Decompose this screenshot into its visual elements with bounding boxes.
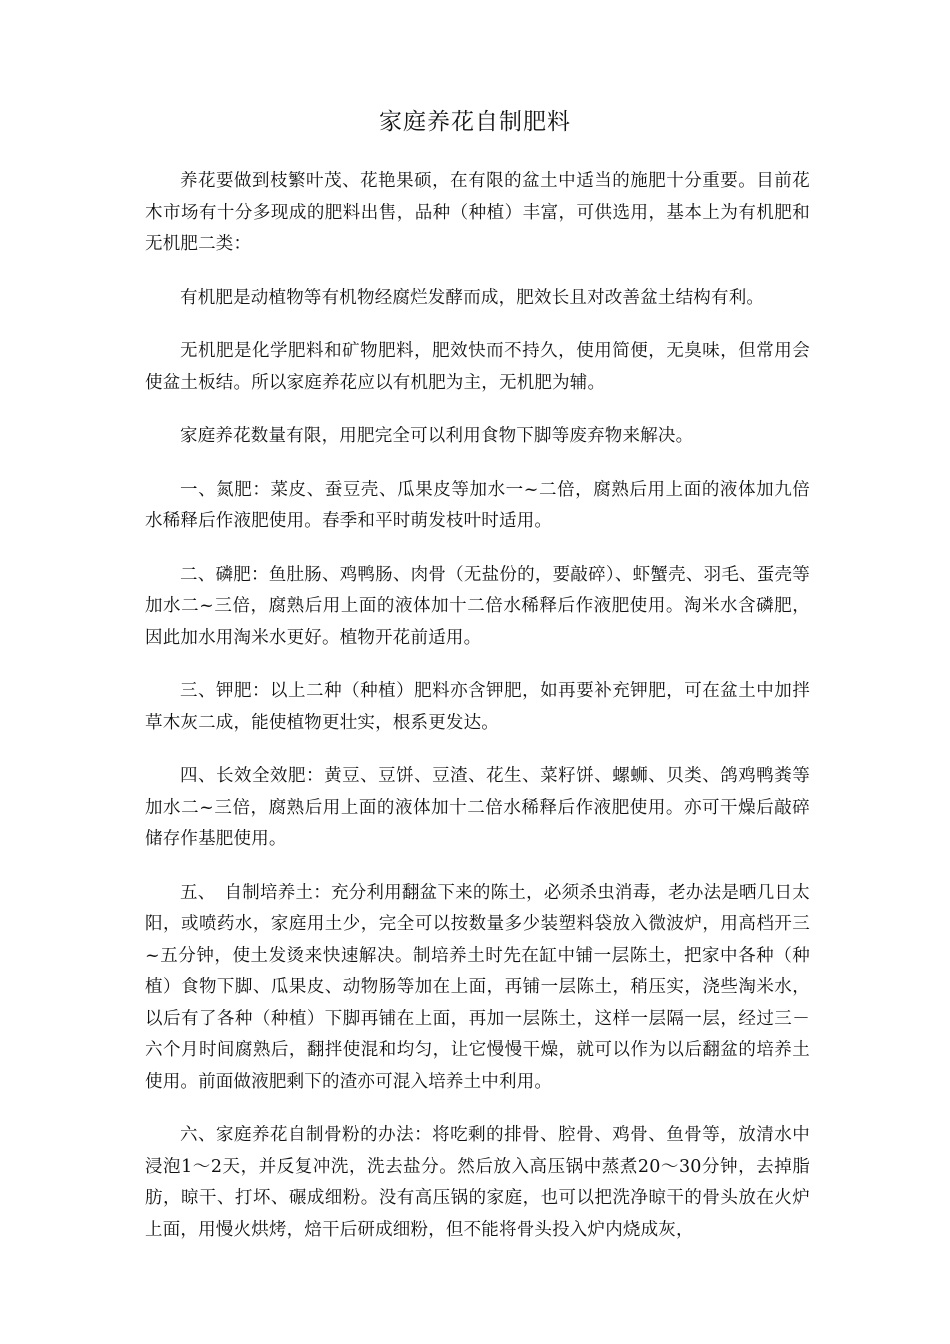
paragraph-inorganic-fertilizer: 无机肥是化学肥料和矿物肥料，肥效快而不持久，使用简便，无臭味，但常用会使盆土板结。所以家庭养花应以有机肥为主，无机肥为辅。	[145, 341, 810, 393]
document-body	[145, 166, 810, 1268]
paragraph-long-acting: 四、长效全效肥：黄豆、豆饼、豆渣、花生、菜籽饼、螺蛳、贝类、鸽鸡鸭粪等加水二~三倍，腐熟后用上面的液体加十二倍水稀释后作液肥使用。亦可干燥后敲碎储存作基肥使用。	[145, 766, 810, 849]
paragraph-phosphorus: 二、磷肥：鱼肚肠、鸡鸭肠、肉骨（无盐份的，要敲碎）、虾蟹壳、羽毛、蛋壳等加水二~三倍，腐熟后用上面的液体加十二倍水稀释后作液肥使用。淘米水含磷肥，因此加水用淘米水更好。植物开花前适用。	[145, 564, 810, 648]
paragraph-nitrogen: 一、氮肥：菜皮、蚕豆壳、瓜果皮等加水一~二倍，腐熟后用上面的液体加九倍水稀释后作液肥使用。春季和平时萌发枝叶时适用。	[145, 479, 810, 531]
paragraph-intro: 养花要做到枝繁叶茂、花艳果硕，在有限的盆土中适当的施肥十分重要。目前花木市场有十分多现成的肥料出售，品种（种植）丰富，可供选用，基本上为有机肥和无机肥二类：	[145, 171, 810, 254]
paragraph-potting-soil: 五、 自制培养土：充分利用翻盆下来的陈土，必须杀虫消毒，老办法是晒几日太阳，或喷药水，家庭用土少，完全可以按数量多少装塑料袋放入微波炉，用高档开三~五分钟，使土发烫来快速解决。制培养土时先在缸中铺一层陈土，把家中各种（种植）食物下脚、瓜果皮、动物肠等加在上面，再铺一层陈土，稍压实，浇些淘米水，以后有了各种（种植）下脚再铺在上面，再加一层陈土，这样一层隔一层，经过三－六个月时间腐熟后，翻拌使混和均匀，让它慢慢干燥，就可以作为以后翻盆的培养土使用。前面做液肥剩下的渣亦可混入培养土中利用。	[145, 882, 810, 1092]
paragraph-potassium: 三、钾肥：以上二种（种植）肥料亦含钾肥，如再要补充钾肥，可在盆土中加拌草木灰二成，能使植物更壮实，根系更发达。	[145, 681, 810, 733]
paragraph-bone-meal: 六、家庭养花自制骨粉的办法：将吃剩的排骨、腔骨、鸡骨、鱼骨等，放清水中浸泡1～2天，并反复冲洗，洗去盐分。然后放入高压锅中蒸煮20～30分钟，去掉脂肪，晾干、打坏、碾成细粉。没有高压锅的家庭，也可以把洗净晾干的骨头放在火炉上面，用慢火烘烤，焙干后研成细粉，但不能将骨头投入炉内烧成灰，	[145, 1125, 810, 1240]
paragraph-organic-fertilizer: 有机肥是动植物等有机物经腐烂发酵而成，肥效长且对改善盆土结构有利。	[180, 287, 765, 308]
document-title: 家庭养花自制肥料	[379, 109, 571, 135]
paragraph-household-waste: 家庭养花数量有限，用肥完全可以利用食物下脚等废弃物来解决。	[180, 426, 694, 446]
